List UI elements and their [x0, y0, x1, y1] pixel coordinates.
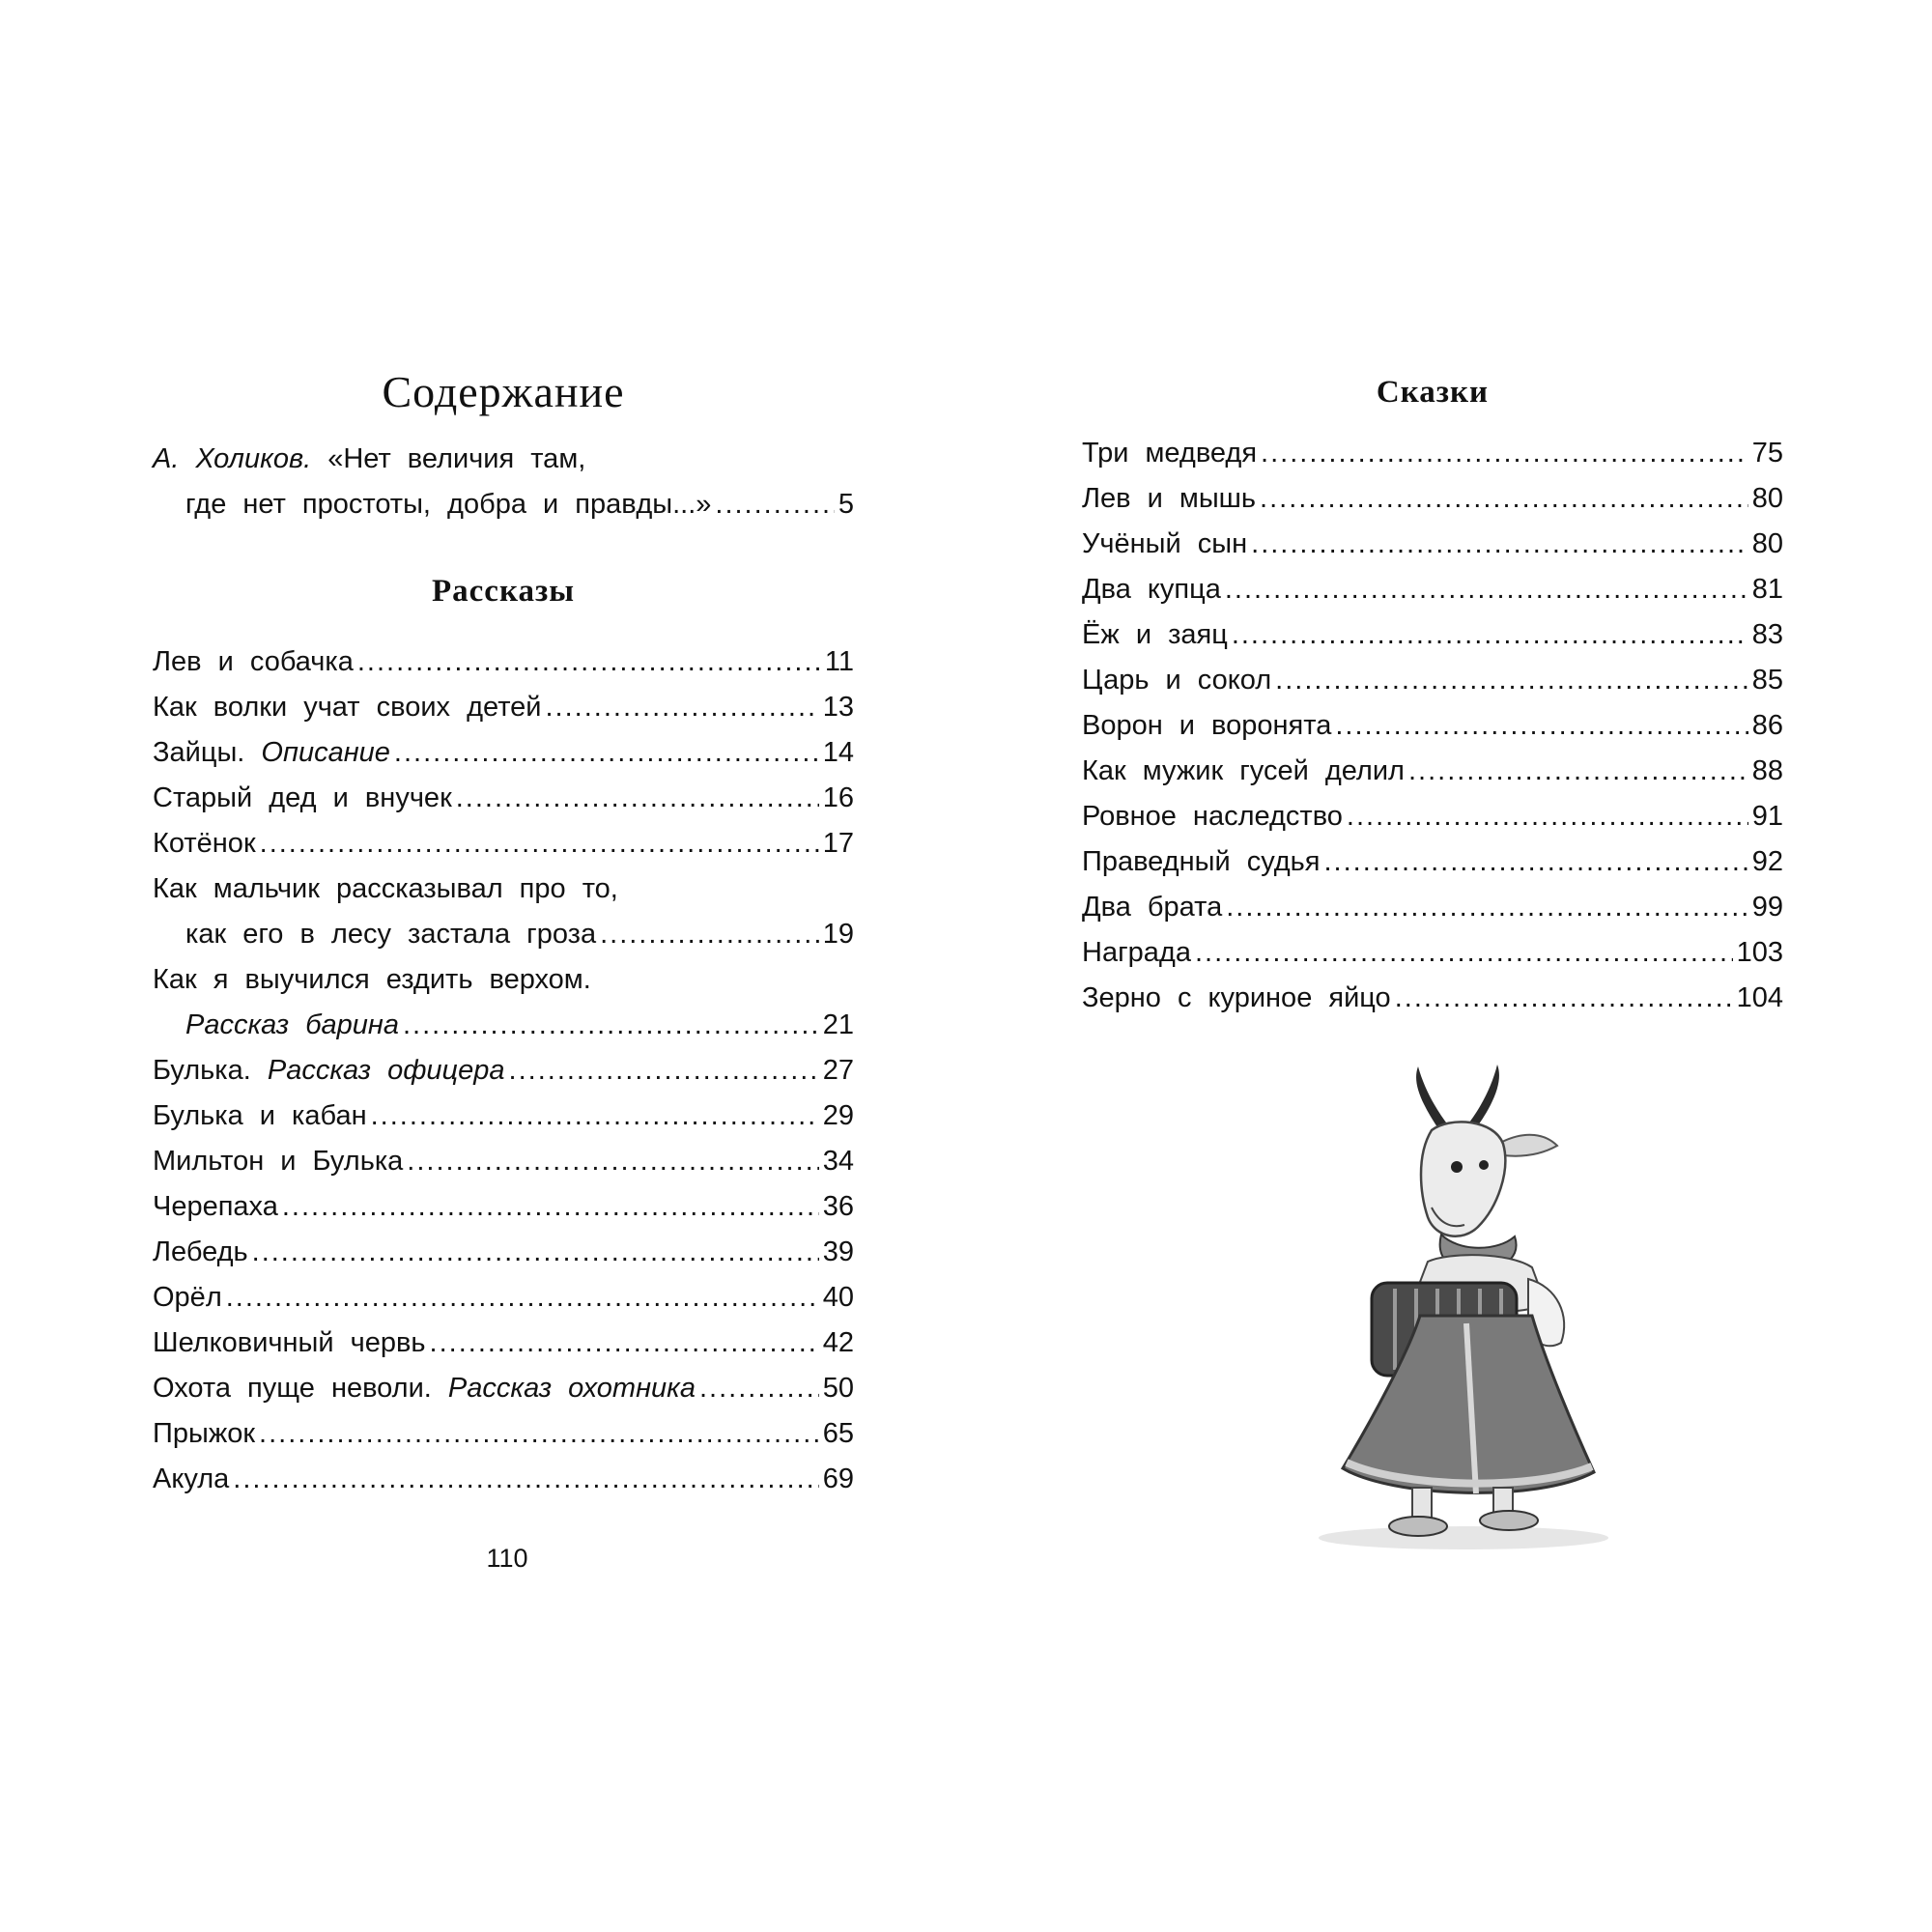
- right-shoe: [1480, 1511, 1538, 1530]
- page-ref: 99: [1751, 892, 1783, 923]
- leader-dots: [1347, 794, 1748, 839]
- entry-title: Праведный судья: [1082, 846, 1321, 877]
- entry-title: Царь и сокол: [1082, 665, 1272, 696]
- page-number: 110: [486, 1544, 528, 1573]
- leader-dots: [1261, 431, 1748, 476]
- leader-dots: [715, 482, 834, 527]
- toc-entry: [153, 1048, 854, 1094]
- leader-dots: [1275, 658, 1748, 703]
- toc-entry: [153, 776, 854, 821]
- entry-title: [153, 1048, 505, 1094]
- leader-dots: [403, 1003, 819, 1048]
- entry-title: Лев и мышь: [1082, 483, 1257, 514]
- toc-entry: [1082, 839, 1783, 885]
- toc-entry: [1082, 658, 1783, 703]
- entry-title: Булька и кабан: [153, 1100, 367, 1131]
- leader-dots: [1335, 703, 1747, 749]
- toc-entry: [153, 821, 854, 867]
- entry-title-main: Зайцы.: [153, 737, 245, 768]
- toc-entry: [153, 1094, 854, 1139]
- entry-subtitle: Рассказ офицера: [267, 1055, 505, 1086]
- page-ref: 91: [1751, 801, 1783, 832]
- entry-subtitle: Рассказ охотника: [447, 1373, 696, 1404]
- page-ref: 13: [822, 692, 854, 723]
- toc-entry: [153, 1457, 854, 1502]
- toc-entry: [1082, 703, 1783, 749]
- page-ref: 103: [1736, 937, 1783, 968]
- page-ref: 80: [1751, 528, 1783, 559]
- page-ref: 21: [822, 1009, 854, 1040]
- toc-entry: [153, 1275, 854, 1321]
- goat-with-accordion-icon: [1304, 1063, 1633, 1555]
- toc-entry: [1082, 476, 1783, 522]
- toc-entry: [153, 1321, 854, 1366]
- toc-entry: [1082, 431, 1783, 476]
- page-ref: 29: [822, 1100, 854, 1131]
- leader-dots: [259, 1411, 819, 1457]
- intro-line-2: [153, 482, 854, 527]
- page-ref: 16: [822, 782, 854, 813]
- ground-shadow: [1319, 1526, 1608, 1549]
- toc-entry-line-2: [153, 912, 854, 957]
- page-ref: 50: [822, 1373, 854, 1404]
- entry-subtitle: Описание: [261, 737, 390, 768]
- fairy-tales-list: [1082, 431, 1783, 1021]
- toc-entry: [1082, 976, 1783, 1021]
- toc-entry: [1082, 567, 1783, 612]
- stories-list: [153, 639, 854, 1502]
- entry-title-main: Охота пуще неволи.: [153, 1373, 432, 1404]
- entry-title: [153, 1366, 696, 1411]
- leader-dots: [260, 821, 819, 867]
- entry-continuation: как его в лесу застала гроза: [185, 919, 597, 950]
- toc-entry: [1082, 930, 1783, 976]
- entry-title: [153, 730, 390, 776]
- toc-entry: [153, 1411, 854, 1457]
- leader-dots: [233, 1457, 818, 1502]
- left-shoe: [1389, 1517, 1447, 1536]
- toc-entry: [1082, 794, 1783, 839]
- entry-title: Как мужик гусей делил: [1082, 755, 1405, 786]
- leader-dots: [1195, 930, 1733, 976]
- page-ref: 40: [822, 1282, 854, 1313]
- page-ref: 86: [1751, 710, 1783, 741]
- page-ref: 19: [822, 919, 854, 950]
- page-ref: 65: [822, 1418, 854, 1449]
- intro-title-line-1: «Нет величия там,: [327, 443, 586, 474]
- leader-dots: [1226, 885, 1748, 930]
- entry-title: Зерно с куриное яйцо: [1082, 982, 1391, 1013]
- page-ref: 75: [1751, 438, 1783, 469]
- leader-dots: [699, 1366, 819, 1411]
- leader-dots: [371, 1094, 819, 1139]
- eye: [1479, 1160, 1489, 1170]
- page-ref: 11: [824, 646, 854, 677]
- toc-entry: [1082, 885, 1783, 930]
- leader-dots: [226, 1275, 819, 1321]
- left-page: [153, 357, 854, 1502]
- page-ref: 104: [1736, 982, 1783, 1013]
- leader-dots: [1408, 749, 1748, 794]
- leader-dots: [1232, 612, 1748, 658]
- leader-dots: [600, 912, 819, 957]
- leader-dots: [407, 1139, 818, 1184]
- leader-dots: [430, 1321, 819, 1366]
- leader-dots: [1323, 839, 1747, 885]
- entry-title: Два купца: [1082, 574, 1221, 605]
- page-ref: 5: [838, 489, 854, 520]
- leader-dots: [1395, 976, 1733, 1021]
- toc-entry: [1082, 749, 1783, 794]
- leader-dots: [357, 639, 821, 685]
- section-title-fairy-tales: Сказки: [1376, 375, 1490, 410]
- page-ref: 14: [822, 737, 854, 768]
- eye: [1451, 1161, 1463, 1173]
- entry-title: Мильтон и Булька: [153, 1146, 404, 1177]
- entry-title: Лев и собачка: [153, 646, 354, 677]
- entry-title: Награда: [1082, 937, 1191, 968]
- toc-entry: [153, 685, 854, 730]
- page-ref: 83: [1751, 619, 1783, 650]
- toc-entry-line-2: [153, 1003, 854, 1048]
- leader-dots: [1225, 567, 1748, 612]
- page-ref: 81: [1751, 574, 1783, 605]
- entry-title: Ровное наследство: [1082, 801, 1343, 832]
- toc-entry: [153, 730, 854, 776]
- section-title-stories: Рассказы: [432, 574, 575, 609]
- entry-title: Учёный сын: [1082, 528, 1248, 559]
- toc-entry-line-1: Как я выучился ездить верхом.: [153, 964, 591, 995]
- entry-title: Три медведя: [1082, 438, 1258, 469]
- right-page: [1082, 357, 1783, 1021]
- intro-title-line-2: где нет простоты, добра и правды...»: [185, 489, 712, 520]
- toc-entry: [153, 1230, 854, 1275]
- ear: [1502, 1135, 1557, 1156]
- leader-dots: [509, 1048, 819, 1094]
- leader-dots: [456, 776, 819, 821]
- toc-entry: [1082, 522, 1783, 567]
- page-ref: 69: [822, 1463, 854, 1494]
- entry-continuation: Рассказ барина: [185, 1009, 399, 1040]
- entry-title: Прыжок: [153, 1418, 256, 1449]
- leader-dots: [1251, 522, 1748, 567]
- entry-title: Акула: [153, 1463, 230, 1494]
- entry-title: Старый дед и внучек: [153, 782, 452, 813]
- leader-dots: [252, 1230, 819, 1275]
- entry-title: Шелковичный червь: [153, 1327, 426, 1358]
- entry-title-main: Булька.: [153, 1055, 251, 1086]
- intro-author: А. Холиков.: [153, 443, 312, 474]
- page-ref: 85: [1751, 665, 1783, 696]
- leader-dots: [282, 1184, 819, 1230]
- leader-dots: [394, 730, 819, 776]
- entry-title: Котёнок: [153, 828, 256, 859]
- page-ref: 88: [1751, 755, 1783, 786]
- intro-line-1: [153, 437, 854, 482]
- page-title: Содержание: [382, 367, 625, 416]
- goat-head: [1421, 1122, 1505, 1236]
- leader-dots: [545, 685, 818, 730]
- entry-title: Как волки учат своих детей: [153, 692, 542, 723]
- entry-title: Два брата: [1082, 892, 1223, 923]
- toc-entry: [1082, 612, 1783, 658]
- page-ref: 36: [822, 1191, 854, 1222]
- page-ref: 17: [822, 828, 854, 859]
- entry-title: Ёж и заяц: [1082, 619, 1228, 650]
- page-ref: 92: [1751, 846, 1783, 877]
- right-horn: [1466, 1065, 1499, 1128]
- page-ref: 34: [822, 1146, 854, 1177]
- page-ref: 27: [822, 1055, 854, 1086]
- toc-entry: [153, 1184, 854, 1230]
- left-horn: [1416, 1066, 1449, 1130]
- page-ref: 80: [1751, 483, 1783, 514]
- entry-title: Лебедь: [153, 1236, 248, 1267]
- page-ref: 42: [822, 1327, 854, 1358]
- toc-entry-line-1: Как мальчик рассказывал про то,: [153, 873, 618, 904]
- intro-entry: [153, 437, 854, 527]
- entry-title: Черепаха: [153, 1191, 278, 1222]
- page-ref: 39: [822, 1236, 854, 1267]
- entry-title: Орёл: [153, 1282, 222, 1313]
- toc-entry: [153, 1139, 854, 1184]
- toc-entry: [153, 639, 854, 685]
- entry-title: Ворон и воронята: [1082, 710, 1332, 741]
- toc-entry: [153, 1366, 854, 1411]
- leader-dots: [1260, 476, 1748, 522]
